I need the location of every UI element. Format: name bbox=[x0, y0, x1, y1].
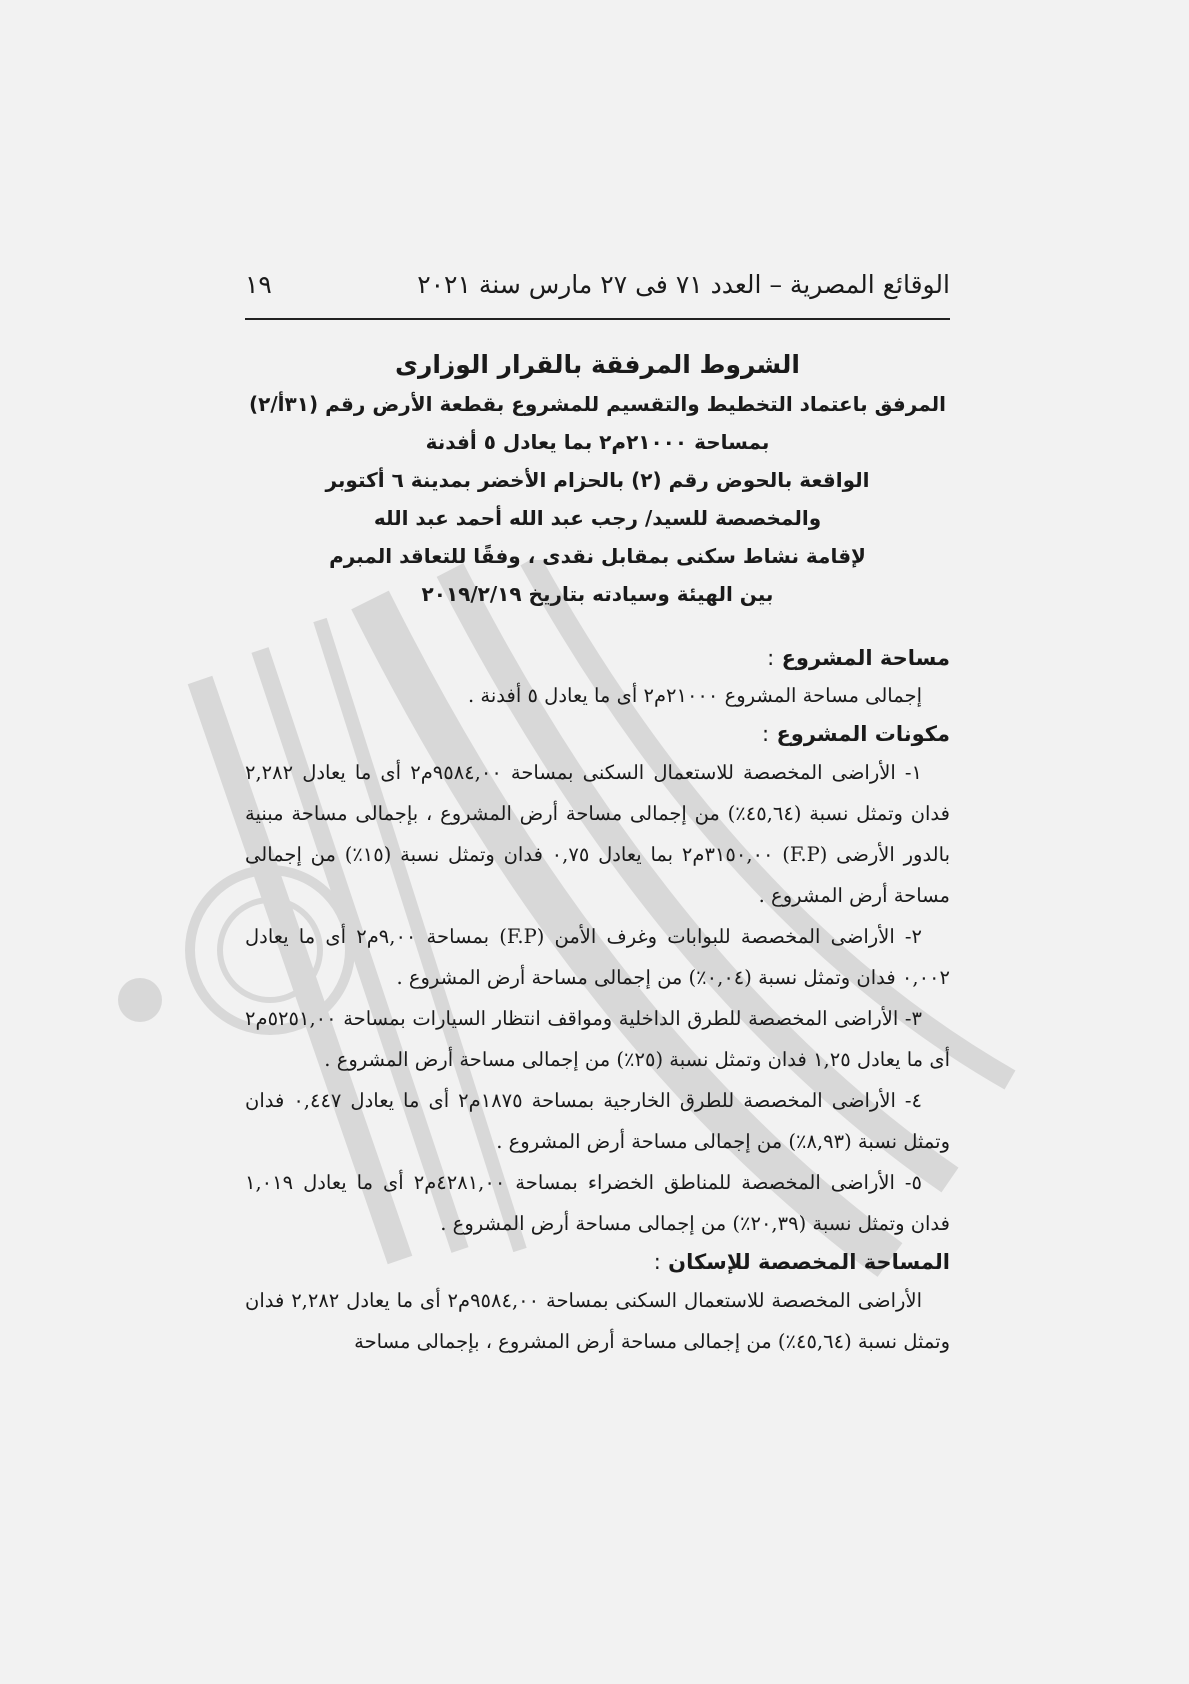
publication-title: الوقائع المصرية – العدد ٧١ فى ٢٧ مارس سنة ٢٠٢١ bbox=[417, 270, 950, 299]
title-line: والمخصصة للسيد/ رجب عبد الله أحمد عبد الله bbox=[373, 506, 822, 530]
main-title: الشروط المرفقة بالقرار الوزارى bbox=[395, 350, 800, 379]
housing-paragraph: الأراضى المخصصة للاستعمال السكنى بمساحة ٩٥٨٤,٠٠م٢ أى ما يعادل ٢,٢٨٢ فدان وتمثل نسبة (٤٥,٦٤٪) من إجمالى مساحة أرض المشروع ، بإجمالى مساحة bbox=[245, 1289, 950, 1353]
decision-title-block bbox=[245, 345, 950, 613]
title-line: بين الهيئة وسيادته بتاريخ ٢٠١٩/٢/١٩ bbox=[421, 582, 774, 606]
heading-colon: : bbox=[767, 646, 775, 670]
title-line: لإقامة نشاط سكنى بمقابل نقدى ، وفقًا للتعاقد المبرم bbox=[329, 544, 866, 568]
title-line: الواقعة بالحوض رقم (٢) بالحزام الأخضر بمدينة ٦ أكتوبر bbox=[325, 468, 870, 492]
section-heading-area bbox=[245, 640, 950, 676]
component-item: ٣- الأراضى المخصصة للطرق الداخلية ومواقف انتظار السيارات بمساحة ٥٢٥١,٠٠م٢ أى ما يعادل ١,٢٥ فدان وتمثل نسبة (٢٥٪) من إجمالى مساحة أرض المشروع . bbox=[245, 1007, 950, 1071]
area-paragraph: إجمالى مساحة المشروع ٢١٠٠٠م٢ أى ما يعادل ٥ أفدنة . bbox=[468, 684, 922, 707]
heading-text: مساحة المشروع bbox=[781, 646, 950, 670]
section-heading-housing bbox=[245, 1244, 950, 1280]
component-item: ٥- الأراضى المخصصة للمناطق الخضراء بمساحة ٤٢٨١,٠٠م٢ أى ما يعادل ١,٠١٩ فدان وتمثل نسبة (٢٠,٣٩٪) من إجمالى مساحة أرض المشروع . bbox=[245, 1171, 950, 1235]
heading-text: المساحة المخصصة للإسكان bbox=[668, 1250, 950, 1274]
page-number: ١٩ bbox=[245, 270, 272, 299]
component-item: ١- الأراضى المخصصة للاستعمال السكنى بمساحة ٩٥٨٤,٠٠م٢ أى ما يعادل ٢,٢٨٢ فدان وتمثل نسبة (٤٥,٦٤٪) من إجمالى مساحة أرض المشروع ، بإجمالى مساحة مبنية بالدور الأرضى (F.P) ٣١٥٠,٠٠م٢ بما يعادل ٠,٧٥ فدان وتمثل نسبة (١٥٪) من إجمالى مساحة أرض المشروع . bbox=[245, 761, 950, 907]
section-heading-components bbox=[245, 716, 950, 752]
heading-colon: : bbox=[762, 722, 770, 746]
heading-colon: : bbox=[653, 1250, 661, 1274]
heading-text: مكونات المشروع bbox=[776, 722, 950, 746]
title-line: بمساحة ٢١٠٠٠م٢ بما يعادل ٥ أفدنة bbox=[425, 430, 770, 454]
document-body bbox=[245, 640, 950, 1362]
component-item: ٢- الأراضى المخصصة للبوابات وغرف الأمن (F.P) بمساحة ٩,٠٠م٢ أى ما يعادل ٠,٠٠٢ فدان وتمثل نسبة (٠,٠٤٪) من إجمالى مساحة أرض المشروع . bbox=[245, 925, 950, 989]
header-divider bbox=[245, 318, 950, 320]
page-header bbox=[245, 270, 950, 310]
component-item: ٤- الأراضى المخصصة للطرق الخارجية بمساحة ١٨٧٥م٢ أى ما يعادل ٠,٤٤٧ فدان وتمثل نسبة (٨,٩٣٪) من إجمالى مساحة أرض المشروع . bbox=[245, 1089, 950, 1153]
title-line: المرفق باعتماد التخطيط والتقسيم للمشروع بقطعة الأرض رقم (٣١أ/٢) bbox=[249, 392, 946, 416]
